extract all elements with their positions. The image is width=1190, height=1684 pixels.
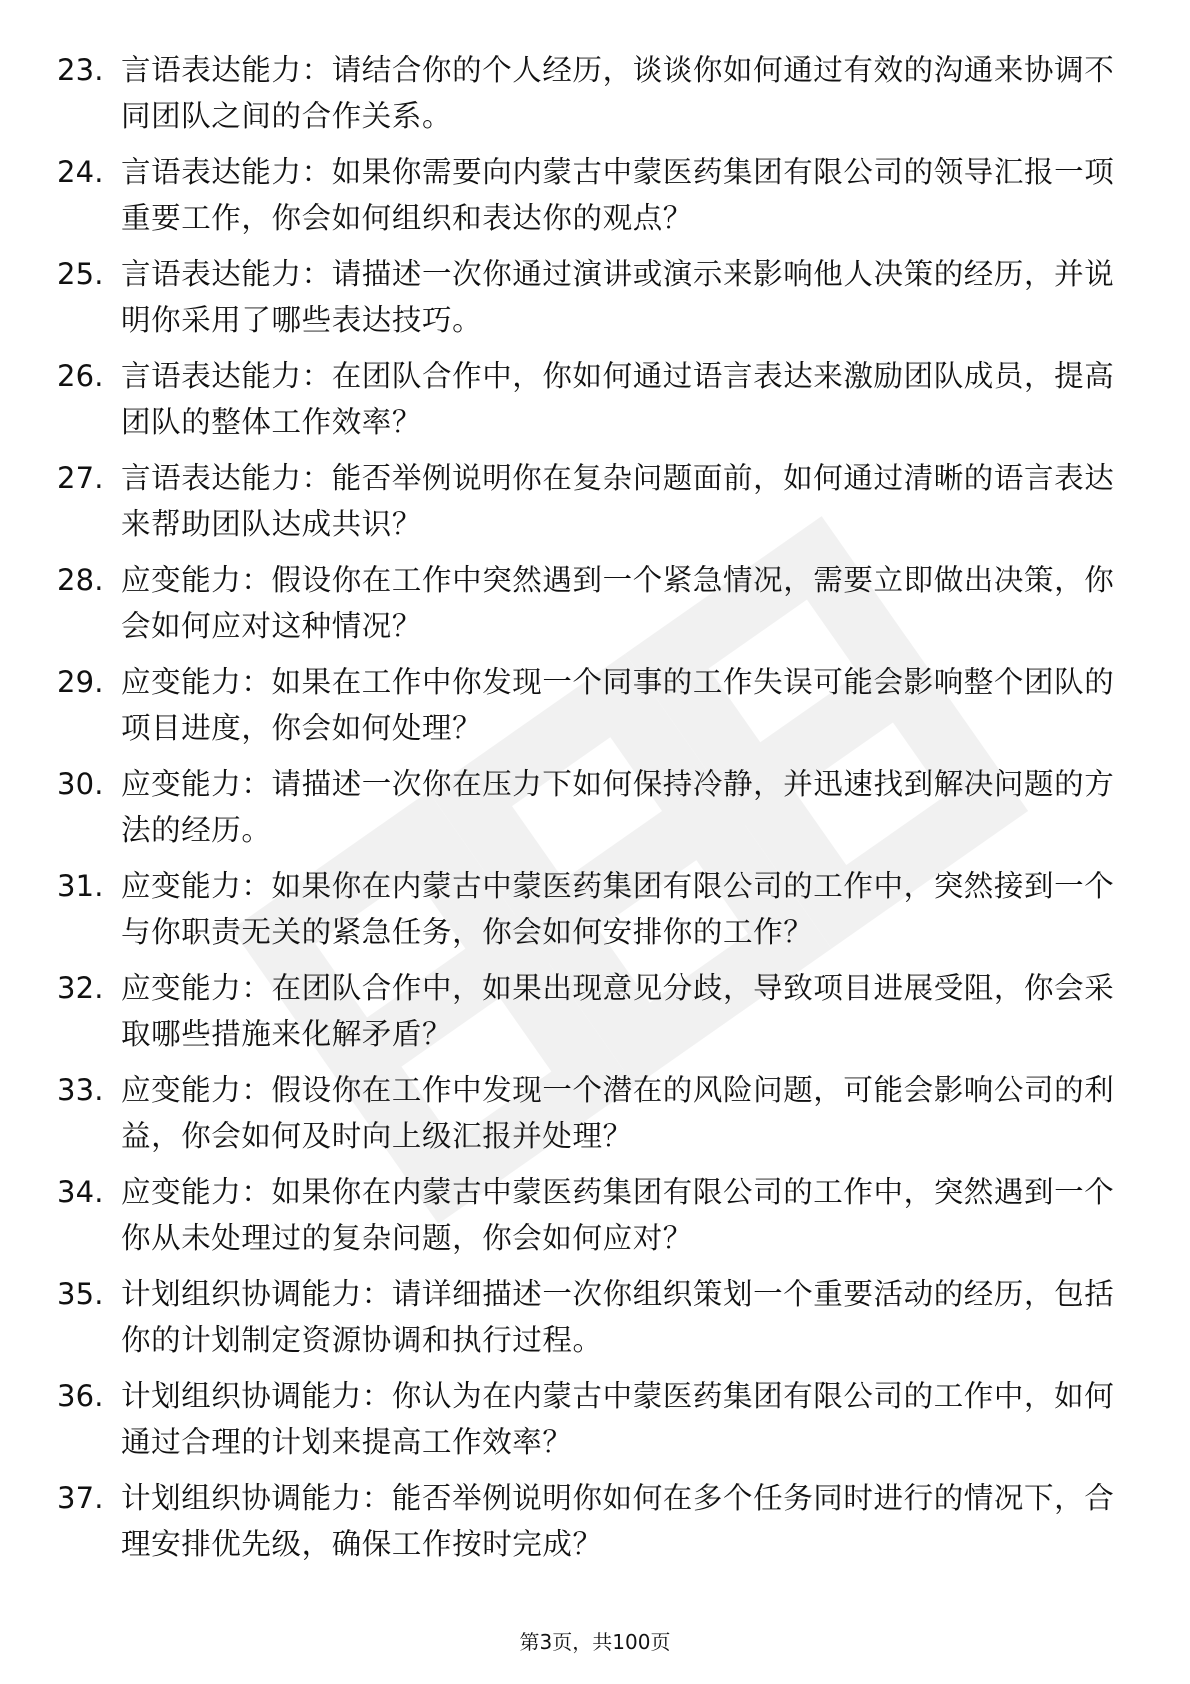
question-text: 计划组织协调能力：能否举例说明你如何在多个任务同时进行的情况下，合理安排优先级，确保工作按时完成？ [121,1481,1115,1561]
question-item [57,354,1117,445]
question-text: 言语表达能力：在团队合作中，你如何通过语言表达来激励团队成员，提高团队的整体工作效率？ [121,359,1115,439]
question-number: 24. [57,155,104,189]
question-number: 29. [57,665,104,699]
question-text: 应变能力：如果你在内蒙古中蒙医药集团有限公司的工作中，突然接到一个与你职责无关的紧急任务，你会如何安排你的工作？ [121,869,1115,949]
question-item [57,1374,1117,1465]
question-item [57,1476,1117,1567]
question-item [57,1272,1117,1363]
question-text: 言语表达能力：如果你需要向内蒙古中蒙医药集团有限公司的领导汇报一项重要工作，你会如何组织和表达你的观点？ [121,155,1115,235]
question-number: 33. [57,1073,104,1107]
question-text: 应变能力：假设你在工作中突然遇到一个紧急情况，需要立即做出决策，你会如何应对这种情况？ [121,563,1115,643]
question-text: 言语表达能力：请结合你的个人经历，谈谈你如何通过有效的沟通来协调不同团队之间的合作关系。 [121,53,1115,133]
question-number: 37. [57,1481,104,1515]
question-text: 应变能力：在团队合作中，如果出现意见分歧，导致项目进展受阻，你会采取哪些措施来化解矛盾？ [121,971,1115,1051]
question-number: 28. [57,563,104,597]
question-item [57,1068,1117,1159]
question-text: 应变能力：如果在工作中你发现一个同事的工作失误可能会影响整个团队的项目进度，你会如何处理？ [121,665,1115,745]
question-item [57,864,1117,955]
question-number: 26. [57,359,104,393]
question-text: 言语表达能力：能否举例说明你在复杂问题面前，如何通过清晰的语言表达来帮助团队达成共识？ [121,461,1115,541]
question-item [57,660,1117,751]
question-number: 32. [57,971,104,1005]
question-list [57,48,1117,1578]
question-text: 计划组织协调能力：你认为在内蒙古中蒙医药集团有限公司的工作中，如何通过合理的计划来提高工作效率？ [121,1379,1115,1459]
page-footer [0,1628,1190,1656]
question-text: 应变能力：请描述一次你在压力下如何保持冷静，并迅速找到解决问题的方法的经历。 [121,767,1115,847]
question-item [57,252,1117,343]
question-text: 应变能力：假设你在工作中发现一个潜在的风险问题，可能会影响公司的利益，你会如何及时向上级汇报并处理？ [121,1073,1115,1153]
question-item [57,1170,1117,1261]
question-number: 25. [57,257,104,291]
page-number-label: 第3页，共100页 [519,1630,671,1654]
question-item [57,558,1117,649]
question-number: 34. [57,1175,104,1209]
question-number: 31. [57,869,104,903]
question-number: 30. [57,767,104,801]
question-number: 27. [57,461,104,495]
question-text: 计划组织协调能力：请详细描述一次你组织策划一个重要活动的经历，包括你的计划制定资源协调和执行过程。 [121,1277,1115,1357]
question-number: 35. [57,1277,104,1311]
question-item [57,456,1117,547]
question-item [57,966,1117,1057]
question-item [57,762,1117,853]
question-text: 应变能力：如果你在内蒙古中蒙医药集团有限公司的工作中，突然遇到一个你从未处理过的复杂问题，你会如何应对？ [121,1175,1115,1255]
question-number: 23. [57,53,104,87]
question-number: 36. [57,1379,104,1413]
question-item [57,48,1117,139]
question-item [57,150,1117,241]
question-text: 言语表达能力：请描述一次你通过演讲或演示来影响他人决策的经历，并说明你采用了哪些表达技巧。 [121,257,1115,337]
